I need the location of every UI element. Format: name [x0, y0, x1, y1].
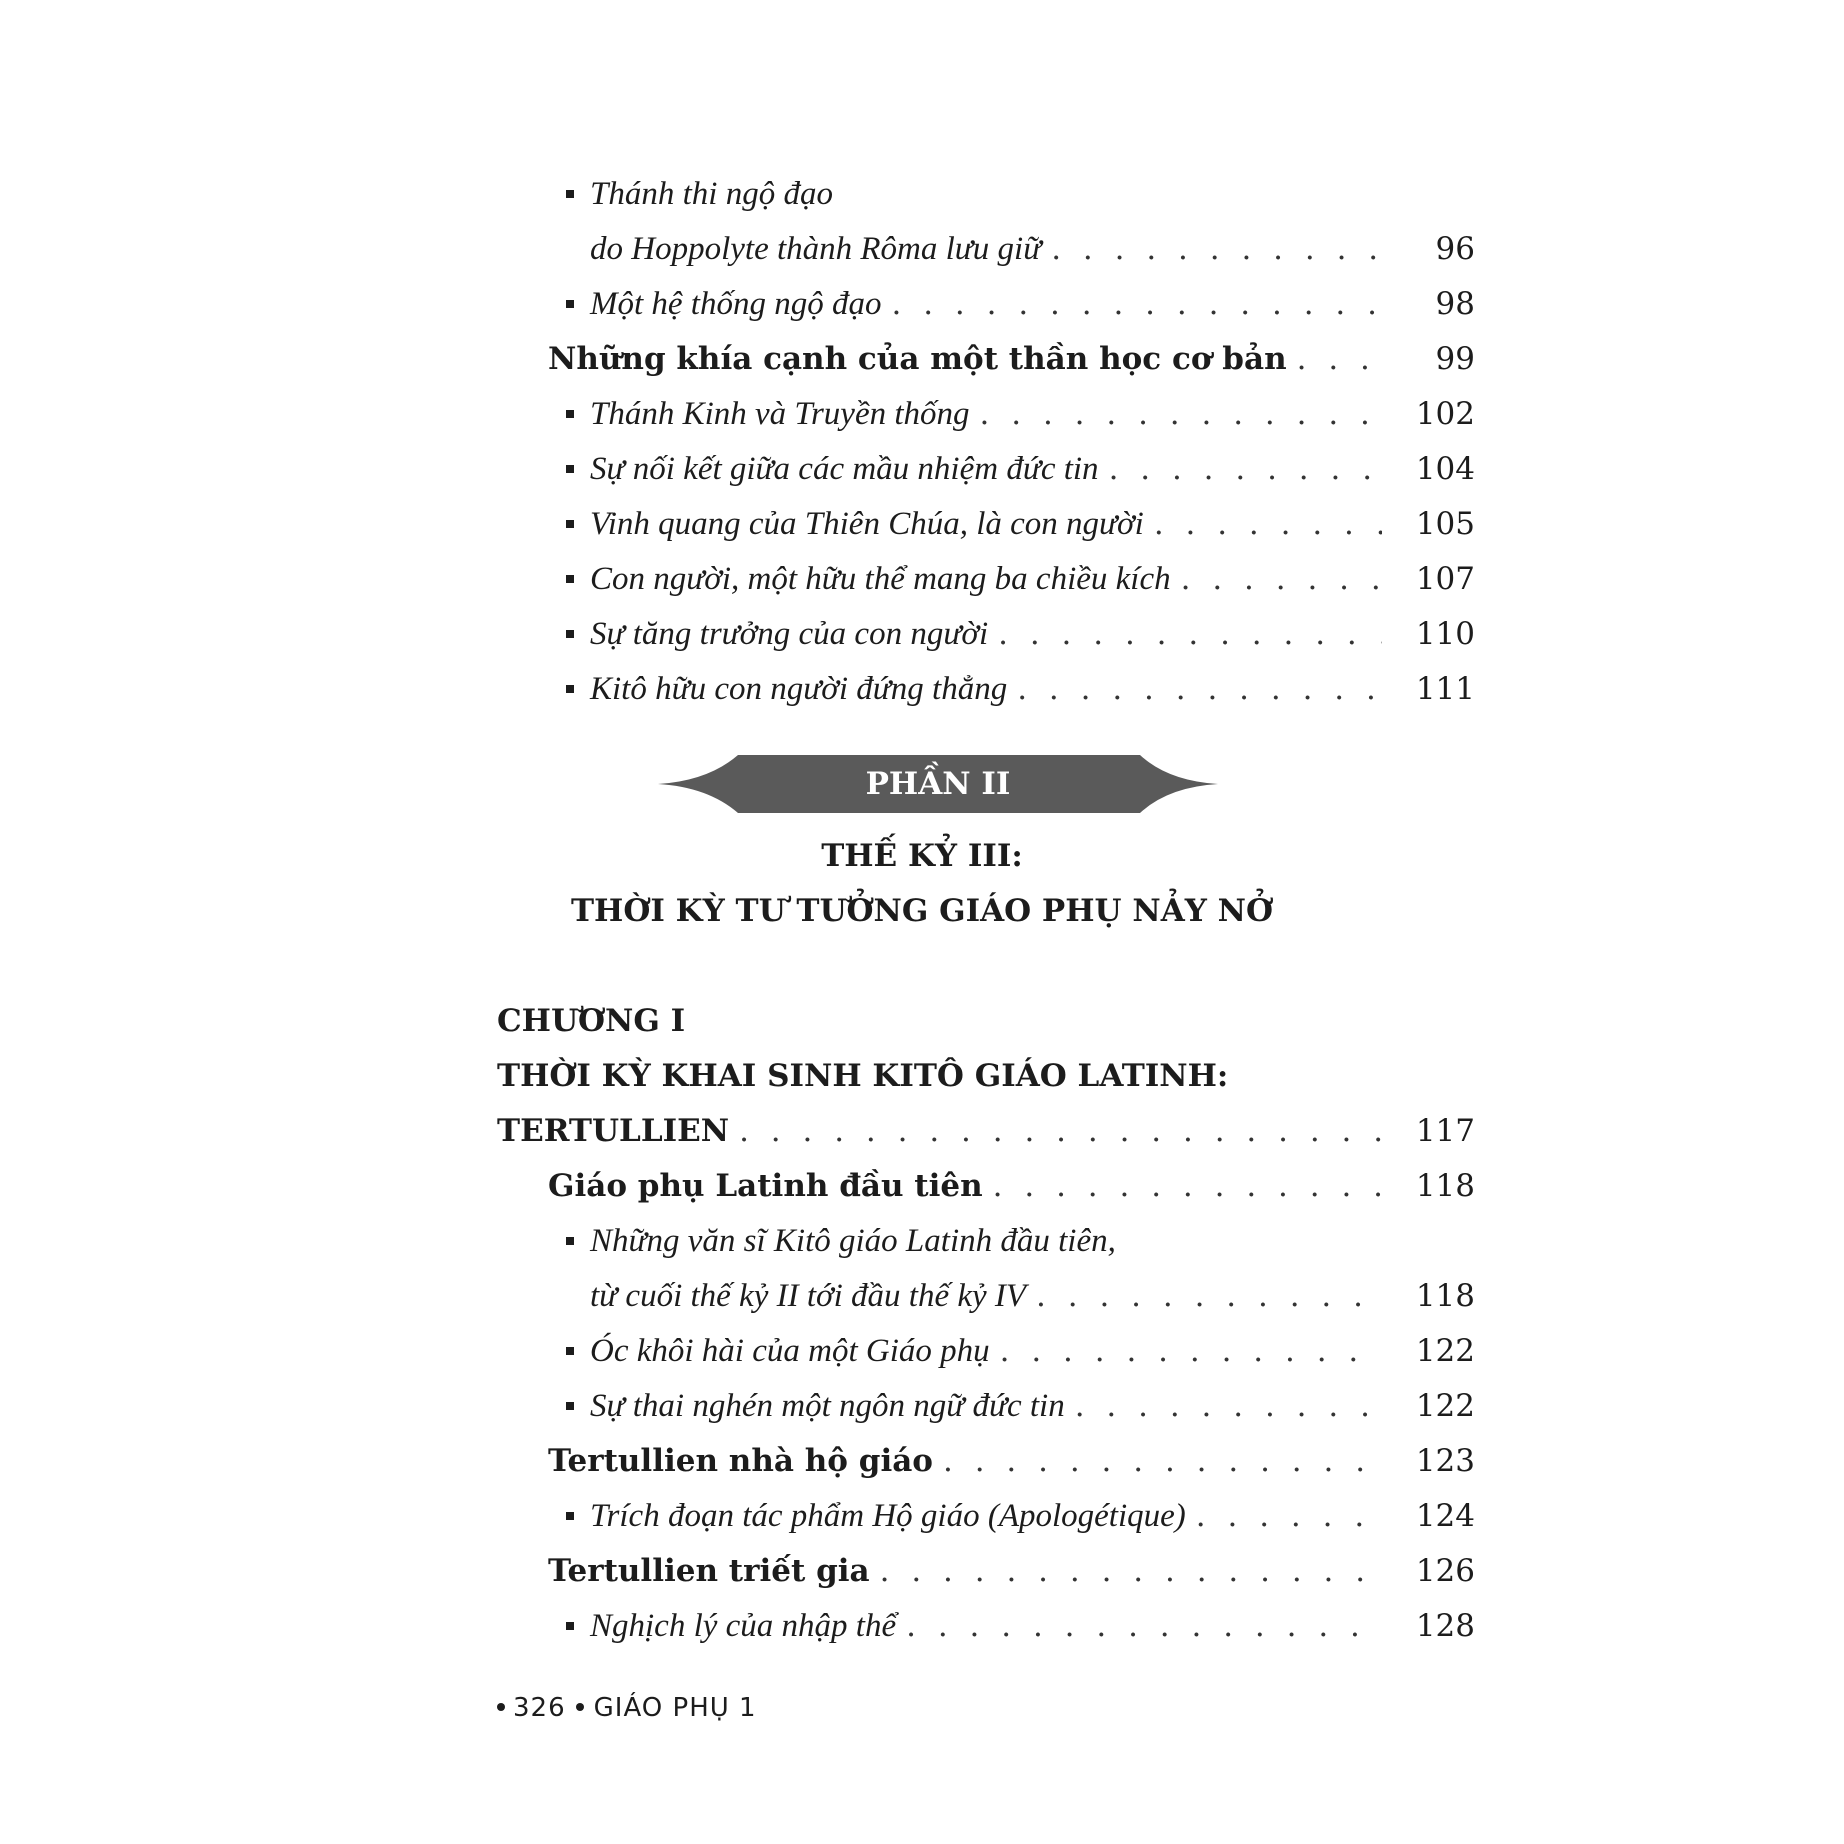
toc-section-entry[interactable]	[548, 1547, 1475, 1595]
toc-entry[interactable]	[590, 390, 1475, 438]
toc-page-number: 111	[1415, 671, 1475, 707]
dot-leader	[1017, 665, 1382, 713]
toc-entry-title: Con người, một hữu thể mang ba chiều kích	[590, 561, 1171, 597]
dot-leader	[1051, 225, 1382, 273]
toc-page-number: 118	[1415, 1278, 1475, 1314]
toc-page-number: 124	[1415, 1498, 1475, 1534]
dot-leader	[891, 280, 1382, 328]
dot-leader	[943, 1437, 1382, 1485]
toc-page-number: 117	[1415, 1113, 1475, 1149]
toc-section-title: Những khía cạnh của một thần học cơ bản	[548, 341, 1287, 377]
dot-leader	[906, 1602, 1382, 1650]
bullet-marker	[566, 520, 574, 528]
page-footer	[497, 1688, 757, 1728]
toc-entry[interactable]	[590, 610, 1475, 658]
dot-leader	[1154, 500, 1382, 548]
chapter-number: CHƯƠNG I	[497, 1003, 686, 1039]
toc-page-number: 98	[1435, 286, 1475, 322]
toc-entry-title: Nghịch lý của nhập thể	[590, 1608, 897, 1644]
toc-entry[interactable]	[590, 1492, 1475, 1540]
dot-leader	[1036, 1272, 1382, 1320]
toc-entry-title: Những văn sĩ Kitô giáo Latinh đầu tiên,	[590, 1223, 1116, 1259]
toc-section-entry[interactable]	[548, 1162, 1475, 1210]
dot-leader	[1000, 1327, 1382, 1375]
toc-page-number: 122	[1415, 1388, 1475, 1424]
toc-section-title: Giáo phụ Latinh đầu tiên	[548, 1168, 983, 1204]
bullet-marker	[566, 1347, 574, 1355]
toc-page-number: 128	[1415, 1608, 1475, 1644]
toc-page-number: 107	[1415, 561, 1475, 597]
bullet-marker	[566, 1237, 574, 1245]
toc-entry-title: Sự nối kết giữa các mầu nhiệm đức tin	[590, 451, 1099, 487]
toc-entry[interactable]	[590, 555, 1475, 603]
toc-page-number: 123	[1415, 1443, 1475, 1479]
toc-page-number: 110	[1415, 616, 1475, 652]
toc-entry-title: do Hoppolyte thành Rôma lưu giữ	[590, 231, 1042, 267]
dot-leader	[739, 1107, 1382, 1155]
bullet-marker	[566, 1512, 574, 1520]
toc-entry[interactable]	[590, 1272, 1475, 1320]
toc-chapter-entry[interactable]	[497, 1107, 1475, 1155]
toc-entry[interactable]	[590, 665, 1475, 713]
bullet-marker	[566, 1622, 574, 1630]
toc-entry-title: Kitô hữu con người đứng thẳng	[590, 671, 1008, 707]
toc-entry[interactable]	[590, 1602, 1475, 1650]
dot-leader	[1181, 555, 1382, 603]
toc-entry[interactable]	[590, 1327, 1475, 1375]
toc-page-number: 126	[1415, 1553, 1475, 1589]
footer-dot-icon	[497, 1703, 505, 1711]
toc-page-number: 122	[1415, 1333, 1475, 1369]
toc-entry-title: Thánh Kinh và Truyền thống	[590, 396, 970, 432]
chapter-title: THỜI KỲ KHAI SINH KITÔ GIÁO LATINH:	[497, 1058, 1229, 1094]
toc-entry[interactable]	[590, 445, 1475, 493]
toc-section-title: Tertullien triết gia	[548, 1553, 870, 1589]
toc-entry-title: từ cuối thế kỷ II tới đầu thế kỷ IV	[590, 1278, 1027, 1314]
bullet-marker	[566, 630, 574, 638]
toc-section-title: Tertullien nhà hộ giáo	[548, 1443, 933, 1479]
dot-leader	[880, 1547, 1382, 1595]
dot-leader	[1196, 1492, 1382, 1540]
dot-leader	[1075, 1382, 1382, 1430]
bullet-marker	[566, 1402, 574, 1410]
bullet-marker	[566, 465, 574, 473]
toc-page-number: 102	[1415, 396, 1475, 432]
toc-section-entry[interactable]	[548, 1437, 1475, 1485]
toc-entry-title: Sự tăng trưởng của con người	[590, 616, 989, 652]
dot-leader	[1109, 445, 1382, 493]
toc-entry-title: Một hệ thống ngộ đạo	[590, 286, 882, 322]
dot-leader	[1297, 335, 1382, 383]
toc-page-number: 96	[1435, 231, 1475, 267]
dot-leader	[993, 1162, 1382, 1210]
toc-entry-title: Sự thai nghén một ngôn ngữ đức tin	[590, 1388, 1065, 1424]
part-label: PHẦN II	[865, 766, 1011, 802]
toc-entry-title: Óc khôi hài của một Giáo phụ	[590, 1333, 990, 1369]
toc-entry-title: Trích đoạn tác phẩm Hộ giáo (Apologétique)	[590, 1498, 1186, 1534]
toc-page-number: 99	[1435, 341, 1475, 377]
bullet-marker	[566, 575, 574, 583]
bullet-marker	[566, 410, 574, 418]
chapter-title-end: TERTULLIEN	[497, 1113, 730, 1149]
toc-entry-title: Vinh quang của Thiên Chúa, là con người	[590, 506, 1144, 542]
toc-page-number: 105	[1415, 506, 1475, 542]
toc-entry[interactable]	[590, 280, 1475, 328]
footer-page-number: 326	[513, 1693, 566, 1723]
toc-entry-title: Thánh thi ngộ đạo	[590, 176, 833, 212]
toc-page-number: 104	[1415, 451, 1475, 487]
part-subtitle: THẾ KỶ III:	[821, 838, 1023, 874]
bullet-marker	[566, 300, 574, 308]
toc-entry[interactable]	[590, 500, 1475, 548]
bullet-marker	[566, 685, 574, 693]
toc-entry[interactable]	[590, 170, 1382, 218]
part-title: THỜI KỲ TƯ TƯỞNG GIÁO PHỤ NẢY NỞ	[570, 893, 1274, 929]
dot-leader	[998, 610, 1382, 658]
toc-entry[interactable]	[590, 1217, 1382, 1265]
dot-leader	[980, 390, 1382, 438]
toc-entry[interactable]	[590, 1382, 1475, 1430]
footer-book-title: GIÁO PHỤ 1	[593, 1693, 757, 1723]
toc-entry[interactable]	[590, 225, 1475, 273]
toc-section-entry[interactable]	[548, 335, 1475, 383]
bullet-marker	[566, 190, 574, 198]
footer-dot-icon	[576, 1703, 584, 1711]
toc-page-number: 118	[1415, 1168, 1475, 1204]
